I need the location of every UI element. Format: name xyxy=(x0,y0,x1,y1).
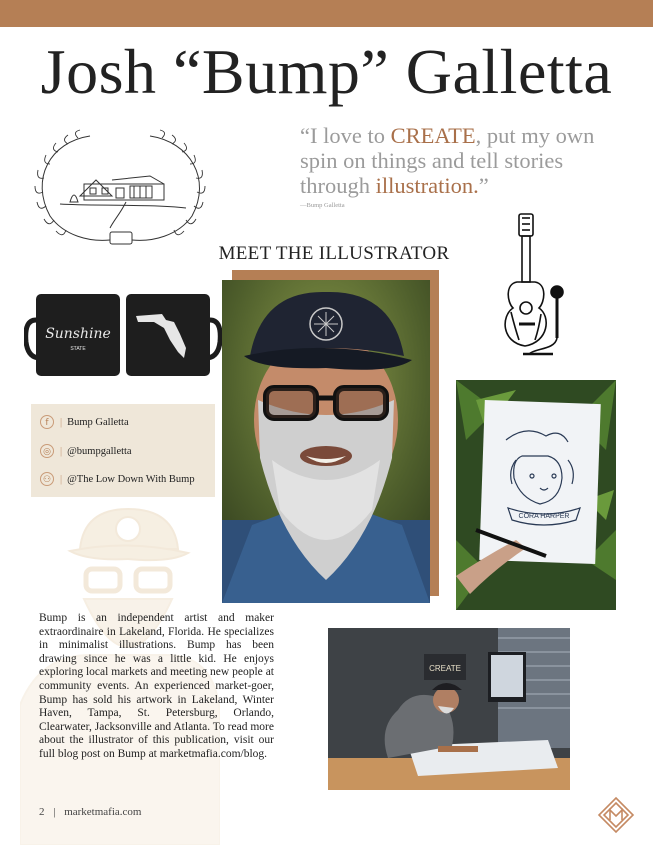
social-instagram[interactable]: ◎ | @bumpgalletta xyxy=(40,443,132,459)
quote-accent-create: CREATE xyxy=(390,123,476,148)
portrait-photo xyxy=(222,280,430,603)
guitar-mic-illustration xyxy=(495,212,577,358)
facebook-icon: f xyxy=(40,415,54,429)
instagram-icon: ◎ xyxy=(40,444,54,458)
pull-quote xyxy=(300,123,630,198)
mug-subtext: STATE xyxy=(70,346,86,352)
mug-text: Sunshine xyxy=(45,326,111,342)
footer-site-link[interactable]: marketmafia.com xyxy=(64,806,142,818)
social-instagram-label: @bumpgalletta xyxy=(67,445,132,457)
social-facebook-label: Bump Galletta xyxy=(67,416,129,428)
sunshine-state-mugs-photo xyxy=(24,290,222,380)
social-podcast[interactable]: ⚇ | @The Low Down With Bump xyxy=(40,471,195,487)
page-footer: 2 | marketmafia.com xyxy=(39,806,142,818)
social-podcast-label: @The Low Down With Bump xyxy=(67,473,195,485)
bio-paragraph: Bump is an independent artist and maker extraordinaire in Lakeland, Florida. He specializes in minimalist illustrations. Bump has been drawing since he was a little kid. He enjoys exploring local markets and meeting new people at community events. An experienced market-goer, Bump has sold his artwork in Lakeland, Winter Haven, Tampa, St. Petersburg, Orlando, Clearwater, Jacksonville and Atlanta. To read more about the illustrator of this publication, visit our full blog post on Bump at marketmafia.com/blog. xyxy=(39,612,274,760)
top-accent-bar xyxy=(0,0,653,27)
section-heading: MEET THE ILLUSTRATOR xyxy=(218,243,450,264)
quote-text-2: , put my own spin on things and tell stories through xyxy=(300,123,595,198)
studio-sign: CREATE xyxy=(429,664,461,673)
social-facebook[interactable]: f | Bump Galletta xyxy=(40,414,129,430)
dog-sketch-photo xyxy=(456,380,616,610)
house-wreath-illustration xyxy=(30,124,212,248)
studio-photo xyxy=(328,628,570,790)
quote-text-3: ” xyxy=(478,173,489,198)
market-mafia-logo-icon xyxy=(597,796,635,834)
page-title: Josh “Bump” Galletta xyxy=(40,36,613,107)
sketch-caption: CORA HARPER xyxy=(518,513,570,520)
social-links-box xyxy=(31,404,215,497)
podcast-icon: ⚇ xyxy=(40,472,54,486)
page-number: 2 xyxy=(39,806,45,818)
quote-attribution: —Bump Galletta xyxy=(300,202,345,209)
quote-text-1: “I love to xyxy=(300,123,391,148)
quote-accent-illustration: illustration. xyxy=(375,173,479,198)
